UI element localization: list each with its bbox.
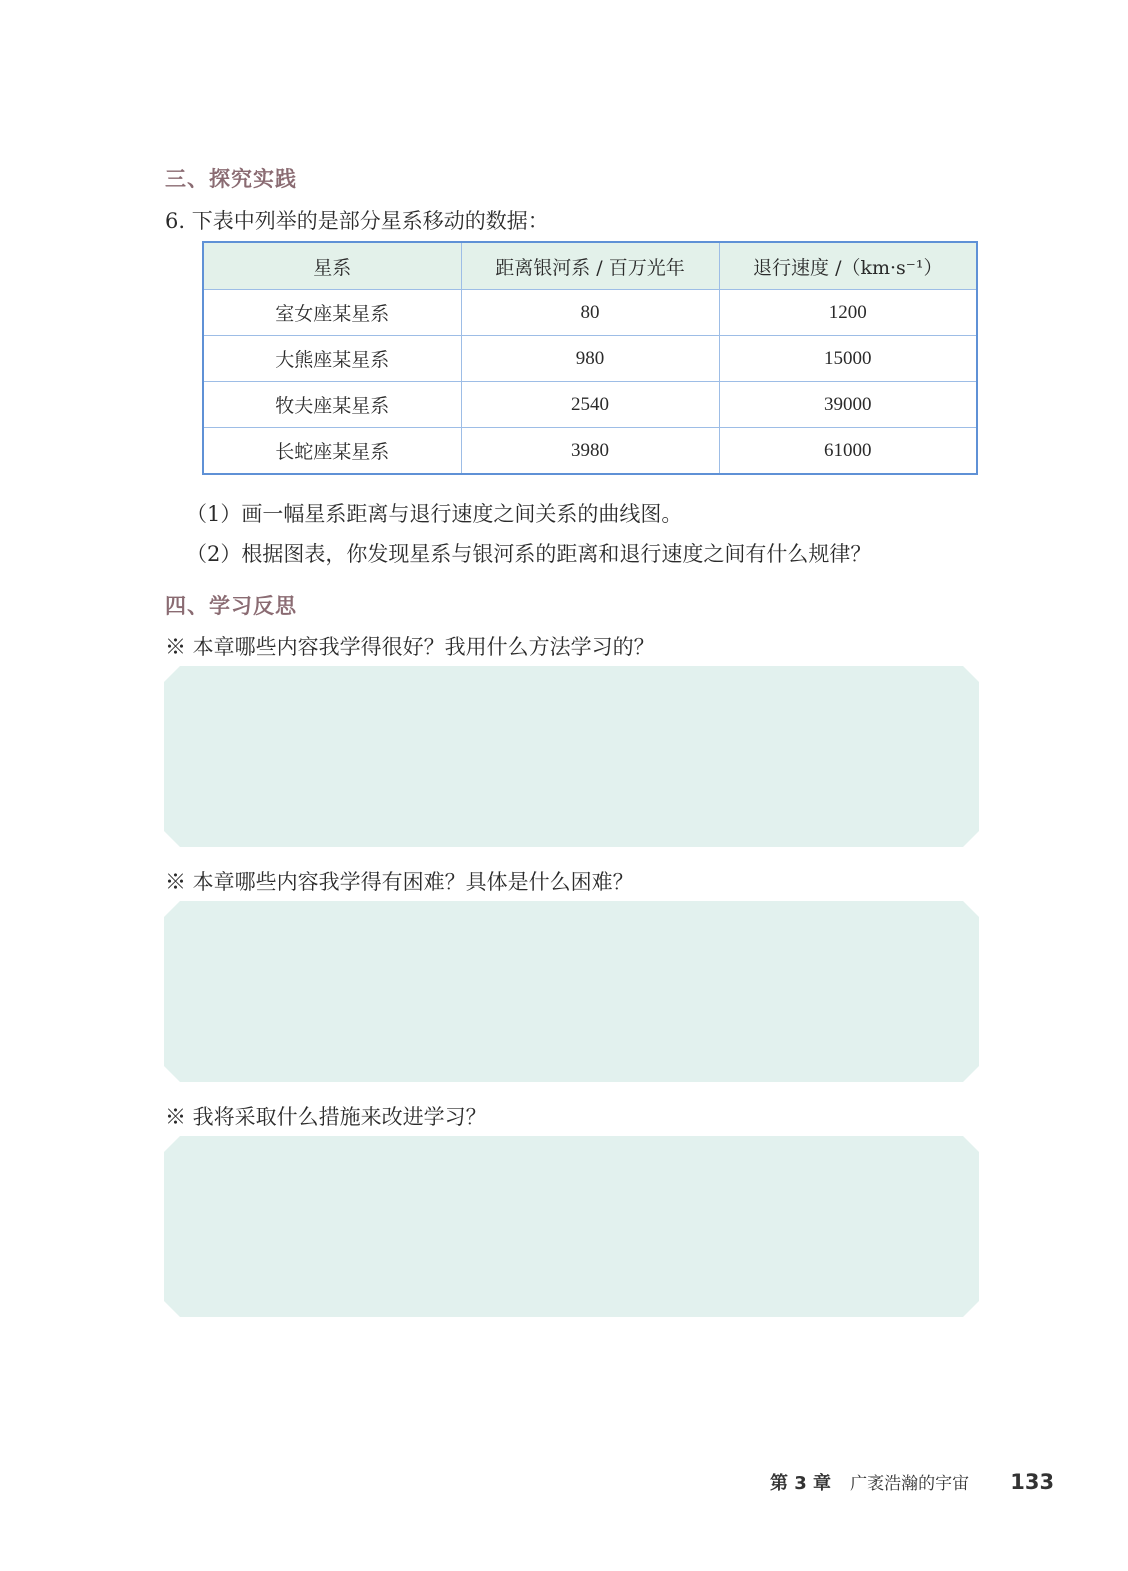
galaxy-data-table [202,241,978,475]
footer-chapter-title: 广袤浩瀚的宇宙 [850,1474,970,1494]
section-heading-reflection: 四、学习反思 [165,594,297,618]
table-row [203,290,977,336]
velocity-cell: 15000 [719,336,977,382]
column-header-galaxy: 星系 [203,242,461,290]
reflection-prompt-2: ※ 本章哪些内容我学得有困难？具体是什么困难？ [165,870,634,894]
page-number: 133 [1010,1470,1055,1494]
answer-box-2[interactable] [164,901,979,1082]
page-footer [770,1469,1054,1495]
table-header-row [203,242,977,290]
reflection-prompt-3: ※ 我将采取什么措施来改进学习？ [165,1105,487,1129]
distance-cell: 980 [461,336,719,382]
reflection-prompt-1: ※ 本章哪些内容我学得很好？我用什么方法学习的？ [165,635,655,659]
distance-cell: 3980 [461,428,719,475]
galaxy-name-cell: 牧夫座某星系 [203,382,461,428]
answer-box-1[interactable] [164,666,979,847]
column-header-distance: 距离银河系 / 百万光年 [461,242,719,290]
section-heading-inquiry: 三、探究实践 [165,167,297,191]
sub-question-2: （2）根据图表，你发现星系与银河系的距离和退行速度之间有什么规律？ [186,542,872,566]
distance-cell: 2540 [461,382,719,428]
table-row [203,336,977,382]
table-row [203,428,977,475]
velocity-cell: 1200 [719,290,977,336]
galaxy-name-cell: 室女座某星系 [203,290,461,336]
galaxy-name-cell: 大熊座某星系 [203,336,461,382]
table-row [203,382,977,428]
sub-question-1: （1）画一幅星系距离与退行速度之间关系的曲线图。 [186,502,683,526]
answer-box-3[interactable] [164,1136,979,1317]
velocity-cell: 61000 [719,428,977,475]
distance-cell: 80 [461,290,719,336]
velocity-cell: 39000 [719,382,977,428]
column-header-velocity: 退行速度 /（km·s⁻¹） [719,242,977,290]
galaxy-name-cell: 长蛇座某星系 [203,428,461,475]
question-6: 6. 下表中列举的是部分星系移动的数据： [165,209,549,233]
footer-chapter-number: 第 3 章 [770,1473,832,1494]
